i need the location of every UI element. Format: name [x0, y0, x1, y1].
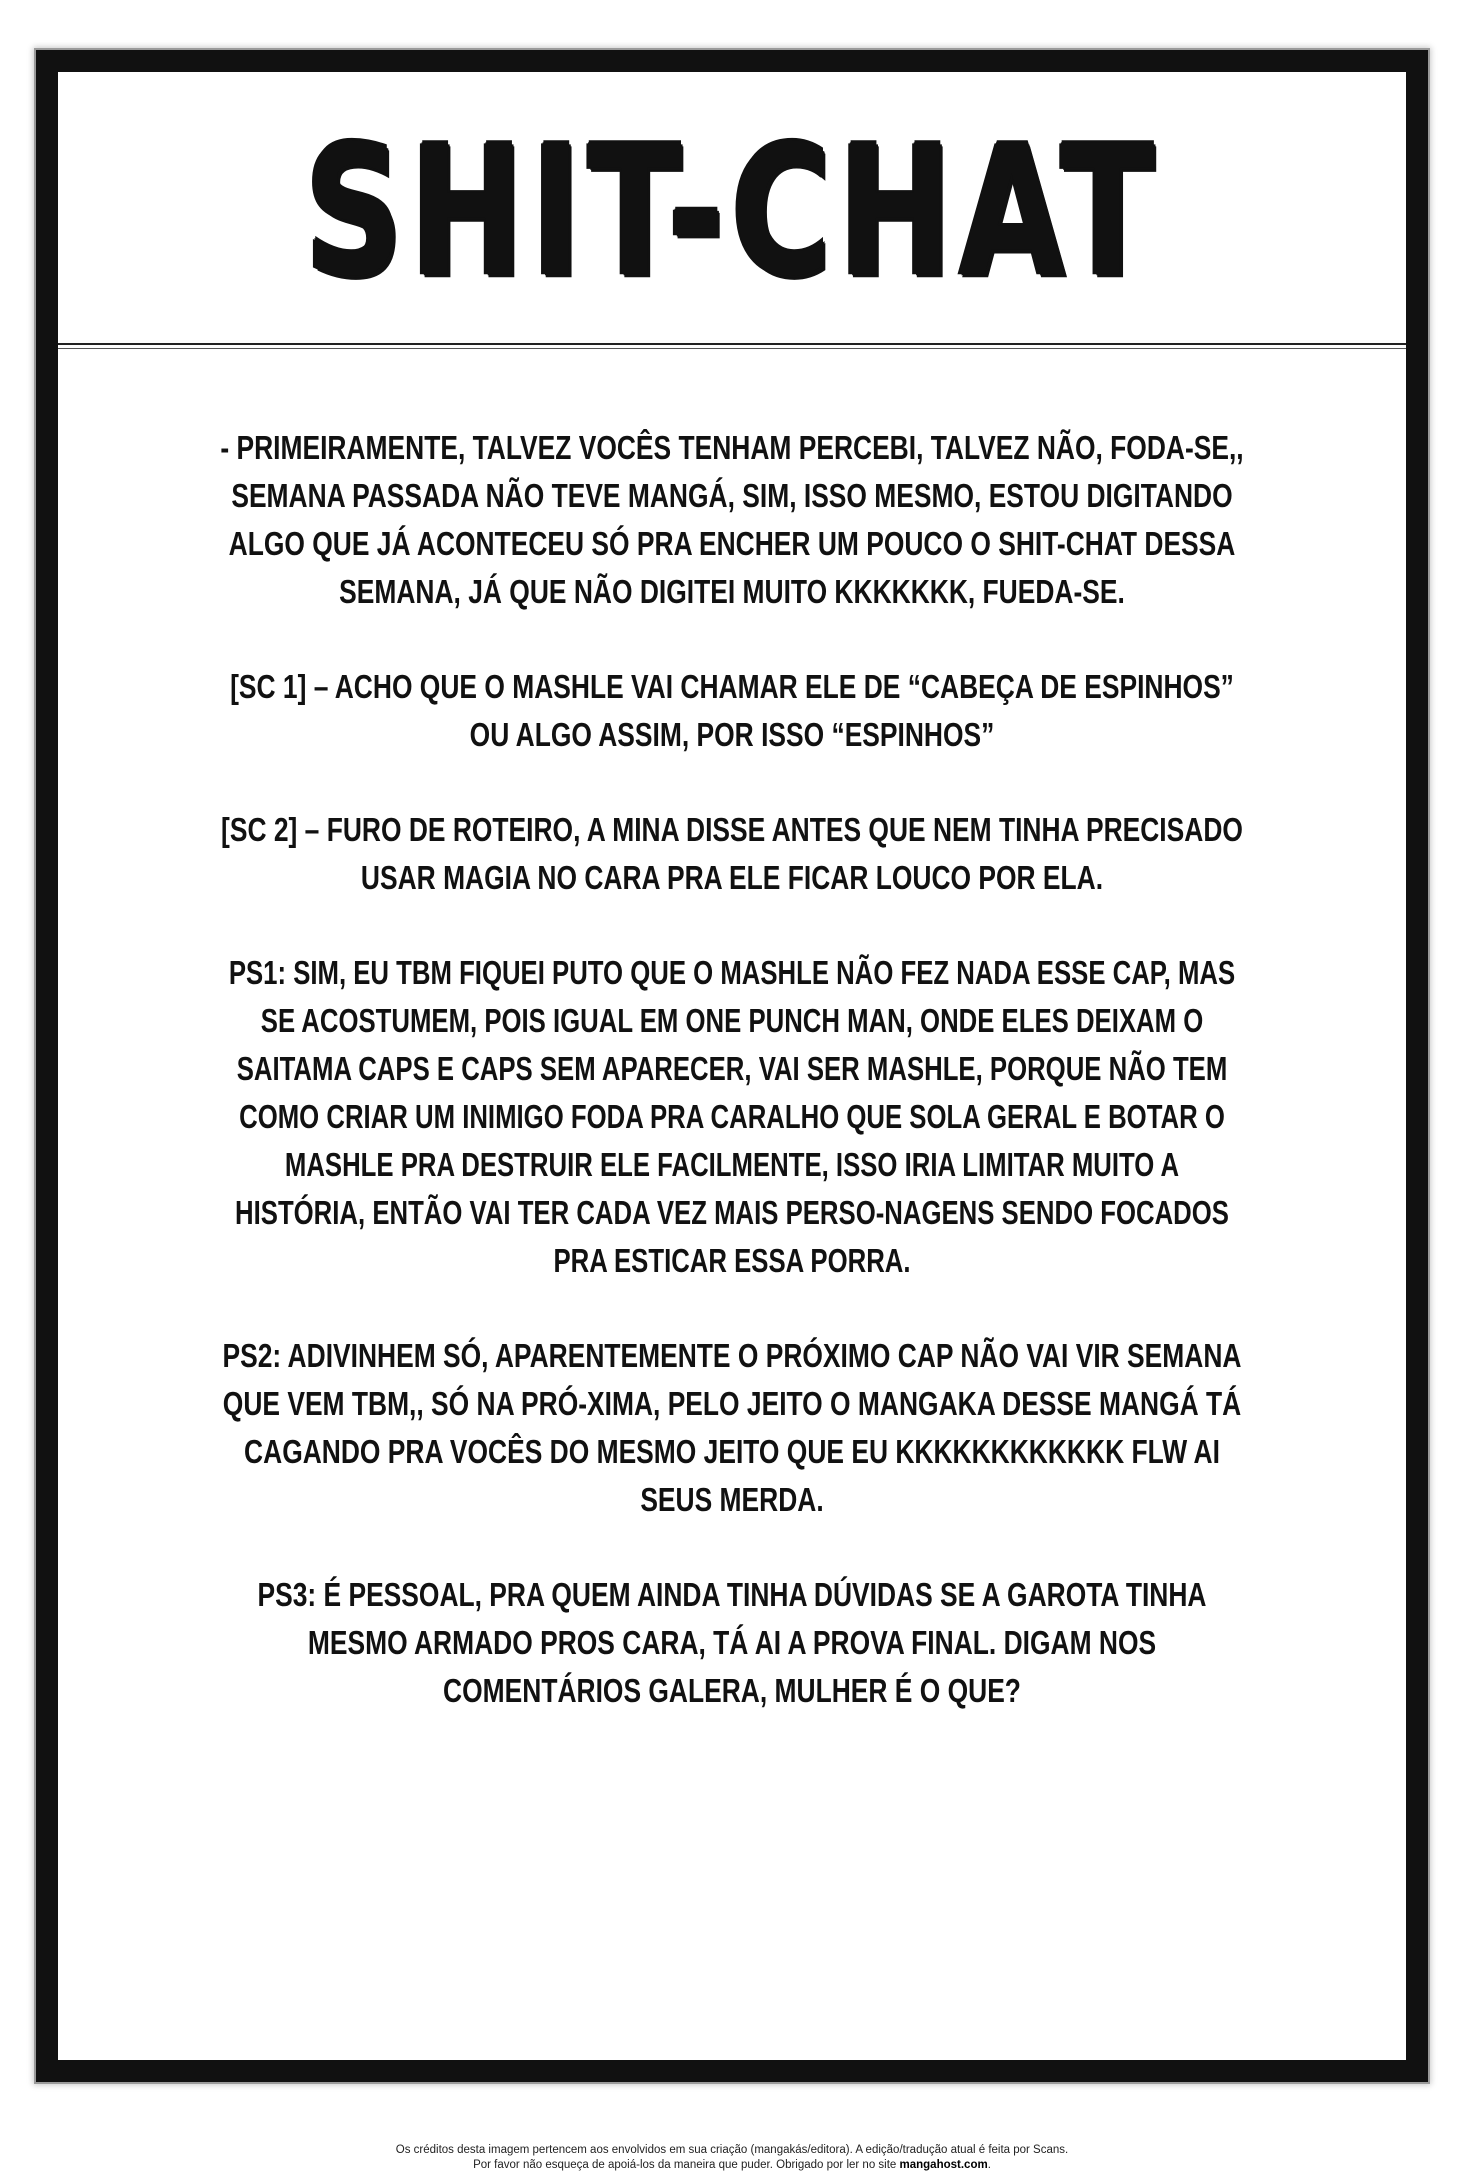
paragraph-ps1: PS1: SIM, EU TBM FIQUEI PUTO QUE O MASHLE NÃO FEZ NADA ESSE CAP, MAS SE ACOSTUMEM, POIS IGUAL EM ONE PUNCH MAN, ONDE ELES DEIXAM O SAITAMA CAPS E CAPS SEM APARECER, VAI SER MASHLE, PORQUE NÃO TEM COMO CRIAR UM INIMIGO FODA PRA CARALHO QUE SOLA GERAL E BOTAR O MASHLE PRA DESTRUIR ELE FACILMENTE, ISSO IRIA LIMITAR MUITO A HISTÓRIA, ENTÃO VAI TER CADA VEZ MAIS PERSO-NAGENS SENDO FOCADOS PRA ESTICAR ESSA PORRA.: [228, 954, 1236, 1279]
paragraph-intro: - PRIMEIRAMENTE, TALVEZ VOCÊS TENHAM PERCEBI, TALVEZ NÃO, FODA-SE,, SEMANA PASSADA NÃO TEVE MANGÁ, SIM, ISSO MESMO, ESTOU DIGITANDO ALGO QUE JÁ ACONTECEU SÓ PRA ENCHER UM POUCO O SHIT-CHAT DESSA SEMANA, JÁ QUE NÃO DIGITEI MUITO KKKKKKK, FUEDA-SE.: [220, 429, 1244, 610]
credits-line-1: Os créditos desta imagem pertencem aos envolvidos em sua criação (mangakás/editora). A edição/tradução atual é feita por Scans.: [395, 2144, 1069, 2156]
paragraph-sc1: [SC 1] – ACHO QUE O MASHLE VAI CHAMAR ELE DE “CABEÇA DE ESPINHOS” OU ALGO ASSIM, POR ISSO “ESPINHOS”: [230, 668, 1234, 753]
page-frame: [36, 50, 1428, 2082]
title-header: [58, 72, 1406, 340]
title-divider-thin: [58, 348, 1406, 349]
paragraph-ps3: PS3: É PESSOAL, PRA QUEM AINDA TINHA DÚVIDAS SE A GAROTA TINHA MESMO ARMADO PROS CARA, TÁ AI A PROVA FINAL. DIGAM NOS COMENTÁRIOS GALERA, MULHER É O QUE?: [257, 1576, 1207, 1709]
page-title: SHIT-CHAT: [303, 106, 1161, 317]
title-divider: [58, 343, 1406, 345]
credits-site-link[interactable]: mangahost.com: [899, 2159, 988, 2171]
chat-body: [78, 424, 1386, 1762]
credits-line-2: [0, 2158, 1464, 2173]
credits-line-2-text: Por favor não esqueça de apoiá-los da maneira que puder. Obrigado por ler no site: [473, 2159, 900, 2171]
credits-footer: [0, 2143, 1464, 2173]
paragraph-ps2: PS2: ADIVINHEM SÓ, APARENTEMENTE O PRÓXIMO CAP NÃO VAI VIR SEMANA QUE VEM TBM,, SÓ NA PRÓ-XIMA, PELO JEITO O MANGAKA DESSE MANGÁ TÁ CAGANDO PRA VOCÊS DO MESMO JEITO QUE EU KKKKKKKKKKKK FLW AI SEUS MERDA.: [222, 1337, 1242, 1518]
page-panel: [58, 72, 1406, 2060]
paragraph-sc2: [SC 2] – FURO DE ROTEIRO, A MINA DISSE ANTES QUE NEM TINHA PRECISADO USAR MAGIA NO CARA PRA ELE FICAR LOUCO POR ELA.: [221, 811, 1243, 896]
credits-line-2-end: .: [987, 2159, 991, 2171]
